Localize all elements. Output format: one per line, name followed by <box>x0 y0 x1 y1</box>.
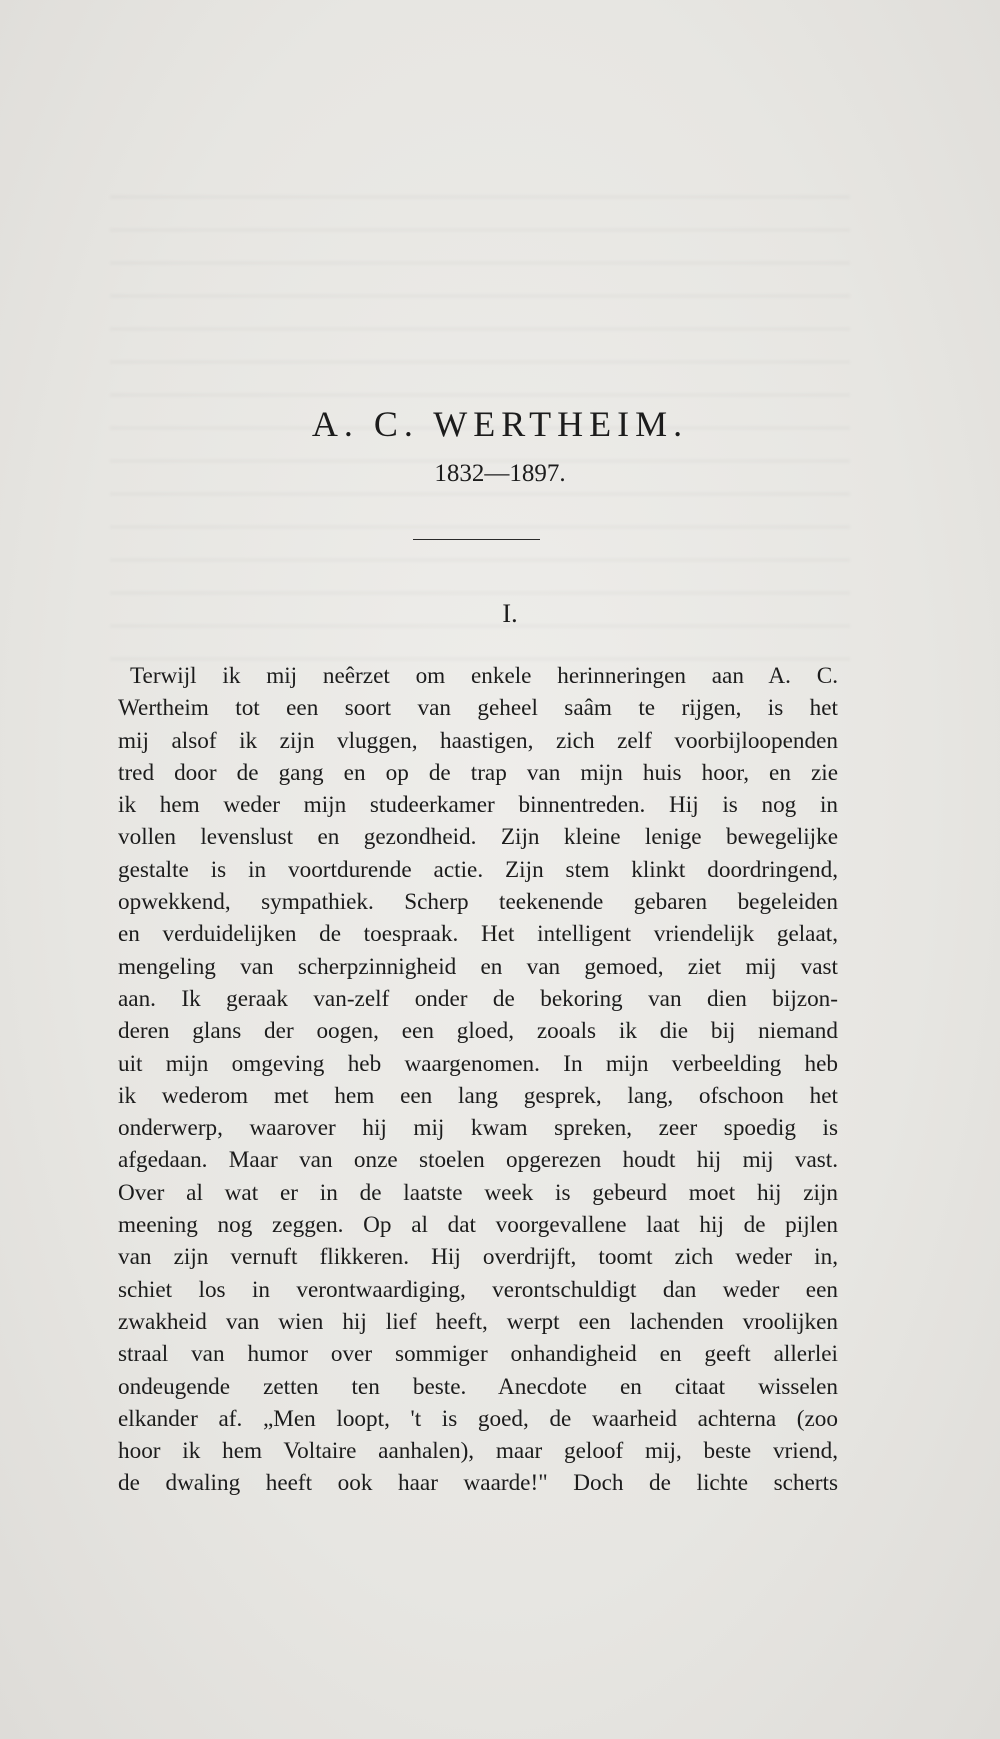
text-line: zwakheid van wien hij lief heeft, werpt een lachenden vroolijken <box>118 1308 838 1335</box>
text-line: schiet los in verontwaardiging, verontschuldigt dan weder een <box>118 1276 838 1303</box>
text-line: meening nog zeggen. Op al dat voorgevallene laat hij de pijlen <box>118 1212 838 1239</box>
chapter-title: A. C. WERTHEIM. <box>311 404 689 444</box>
text-line: vollen levenslust en gezondheid. Zijn kleine lenige bewegelijke <box>118 824 838 851</box>
text-line: straal van humor over sommiger onhandigheid en geeft allerlei <box>118 1341 838 1368</box>
text-line: uit mijn omgeving heb waargenomen. In mijn verbeelding heb <box>118 1050 838 1077</box>
text-line: en verduidelijken de toespraak. Het intelligent vriendelijk gelaat, <box>118 921 838 948</box>
body-text <box>118 660 838 1500</box>
text-line: Terwijl ik mij neêrzet om enkele herinneringen aan A. C. <box>130 663 838 689</box>
text-line: Over al wat er in de laatste week is gebeurd moet hij zijn <box>118 1179 838 1206</box>
text-line: hoor ik hem Voltaire aanhalen), maar geloof mij, beste vriend, <box>118 1438 838 1465</box>
text-line: mengeling van scherpzinnigheid en van gemoed, ziet mij vast <box>118 953 838 980</box>
text-line: opwekkend, sympathiek. Scherp teekenende gebaren begeleiden <box>118 889 838 916</box>
section-number: I. <box>502 599 518 628</box>
text-line: onderwerp, waarover hij mij kwam spreken, zeer spoedig is <box>118 1115 838 1142</box>
text-line: tred door de gang en op de trap van mijn huis hoor, en zie <box>118 759 838 786</box>
text-line: aan. Ik geraak van-zelf onder de bekoring van dien bijzon- <box>118 985 838 1012</box>
separator-rule <box>413 539 540 540</box>
text-line: gestalte is in voortdurende actie. Zijn stem klinkt doordringend, <box>118 856 838 883</box>
text-line: afgedaan. Maar van onze stoelen opgerezen houdt hij mij vast. <box>118 1147 838 1174</box>
text-line: ik hem weder mijn studeerkamer binnentreden. Hij is nog in <box>118 792 838 819</box>
life-years: 1832—1897. <box>434 460 566 487</box>
text-line: de dwaling heeft ook haar waarde!" Doch de lichte scherts <box>118 1470 838 1497</box>
text-line: ik wederom met hem een lang gesprek, lang, ofschoon het <box>118 1082 838 1109</box>
text-line: Wertheim tot een soort van geheel saâm te rijgen, is het <box>118 695 838 722</box>
text-line: van zijn vernuft flikkeren. Hij overdrijft, toomt zich weder in, <box>118 1244 838 1271</box>
text-line: elkander af. „Men loopt, 't is goed, de waarheid achterna (zoo <box>118 1405 838 1432</box>
text-line: ondeugende zetten ten beste. Anecdote en citaat wisselen <box>118 1373 838 1400</box>
text-line: mij alsof ik zijn vluggen, haastigen, zich zelf voorbijloopenden <box>118 727 838 754</box>
text-line: deren glans der oogen, een gloed, zooals ik die bij niemand <box>118 1018 838 1045</box>
